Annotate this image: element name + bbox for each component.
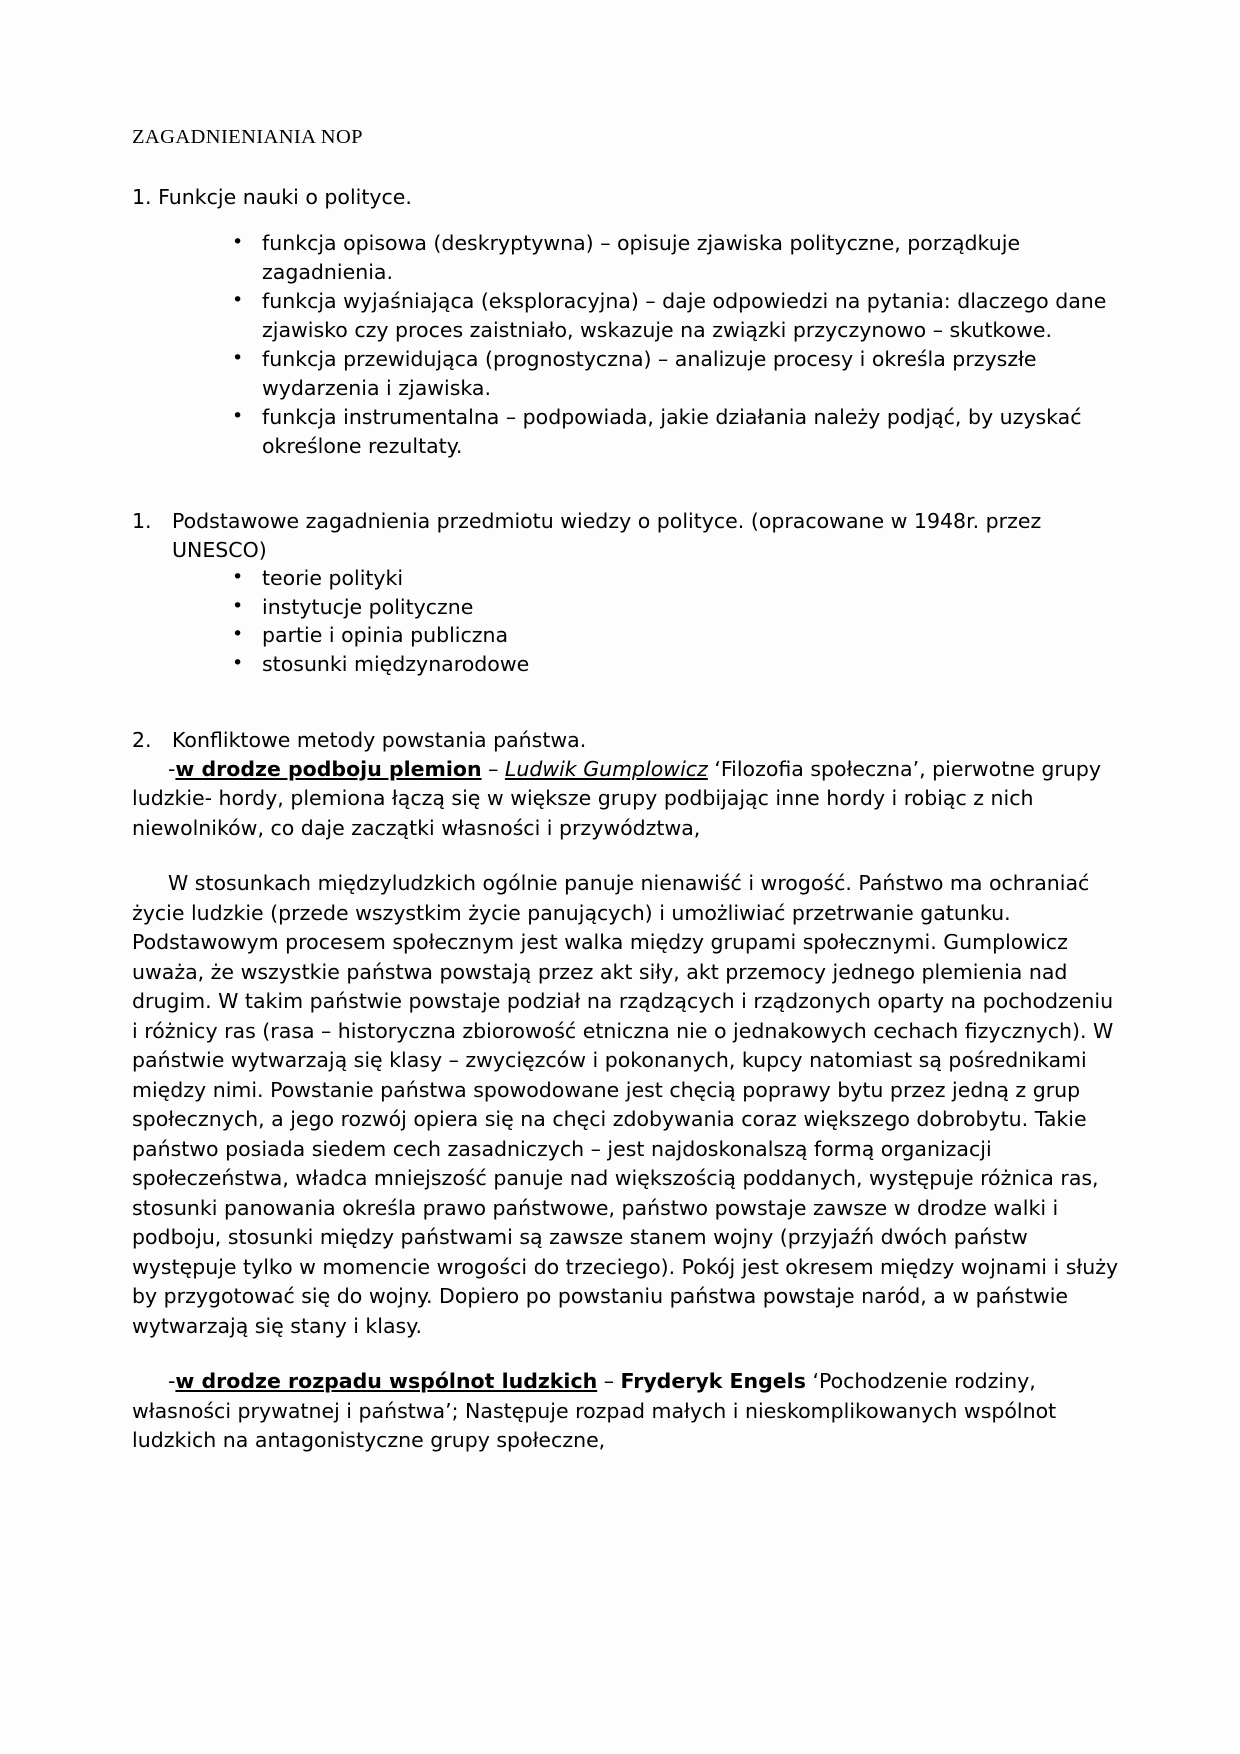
item-1-rest: ‘Filozofia społeczna’, pierwotne grupy ludzkie- hordy, plemiona łączą się w większe grupy podbijając inne hordy i robiąc z nich niewolników, co daje zaczątki własności i przywództwa, [132,756,1101,840]
item-2-rest: ‘Pochodzenie rodziny, własności prywatnej i państwa’; Następuje rozpad małych i nieskomplikowanych wspólnot ludzkich na antagonistyczne grupy społeczne, [132,1369,1057,1452]
section-3-item-2 [132,1367,1120,1456]
section-2-number: 1. [132,509,152,533]
spacer [132,1341,1120,1367]
list-item: • teorie polityki [132,564,1120,593]
spacer [132,678,1120,726]
section-2-bullet-list [132,564,1120,678]
list-item: • funkcja przewidująca (prognostyczna) – analizuje procesy i określa przyszłe wydarzenia i zjawiska. [132,345,1120,402]
section-3-number: 2. [132,728,152,752]
item-1-separator: – [481,756,505,781]
section-1-heading: 1. Funkcje nauki o polityce. [132,185,412,209]
section-2-heading-item [132,507,1120,564]
dash-marker: - [168,756,176,781]
section-2-block [132,507,1120,564]
section-3-heading: Konfliktowe metody powstania państwa. [172,728,587,752]
spacer [132,461,1120,507]
list-item: • instytucje polityczne [132,593,1120,622]
item-2-bold-underline: w drodze rozpadu wspólnot ludzkich [175,1369,598,1393]
list-item: • stosunki międzynarodowe [132,650,1120,679]
item-1-bold-underline: w drodze podboju plemion [175,756,482,781]
item-2-author-name: Fryderyk Engels [620,1369,806,1393]
item-2-separator: – [597,1369,621,1393]
item-1-author-name: Ludwik Gumplowicz [504,756,708,781]
section-1-bullet-list [132,229,1120,460]
section-3-item-1 [132,755,1120,844]
section-3-paragraph-1: W stosunkach międzyludzkich ogólnie panuje nienawiść i wrogość. Państwo ma ochraniać życie ludzkie (przede wszystkim życie panujących) i umożliwiać przetrwanie gatunku. Podstawowym procesem społecznym jest walka między grupami społecznymi. Gumplowicz uważa, że wszystkie państwa powstają przez akt siły, akt przemocy jednego plemienia nad drugim. W takim państwie powstaje podział na rządzących i rządzonych oparty na pochodzeniu i różnicy ras (rasa – historyczna zbiorowość etniczna nie o jednakowych cechach fizycznych). W państwie wytwarzają się klasy – zwycięzców i pokonanych, kupcy natomiast są pośrednikami między nimi. Powstanie państwa spowodowane jest chęcią poprawy bytu przez jedną z grup społecznych, a jego rozwój opiera się na chęci zdobywania coraz większego dobrobytu. Takie państwo posiada siedem cech zasadniczych – jest najdoskonalszą formą organizacji społeczeństwa, władca mniejszość panuje nad większością poddanych, występuje różnica ras, stosunki panowania określa prawo państwowe, państwo powstaje zawsze w drodze walki i podboju, stosunki między państwami są zawsze stanem wojny (przyjaźń dwóch państw występuje tylko w momencie wrogości do trzeciego). Pokój jest okresem między wojnami i służy by przygotować się do wojny. Dopiero po powstaniu państwa powstaje naród, a w państwie wytwarzają się stany i klasy. [132,871,1119,1338]
list-item: • partie i opinia publiczna [132,621,1120,650]
list-item: • funkcja opisowa (deskryptywna) – opisuje zjawiska polityczne, porządkuje zagadnienia. [132,229,1120,286]
list-item: • funkcja instrumentalna – podpowiada, jakie działania należy podjąć, by uzyskać określone rezultaty. [132,403,1120,460]
section-3-block [132,726,1120,755]
list-item: • funkcja wyjaśniająca (eksploracyjna) – daje odpowiedzi na pytania: dlaczego dane zjawisko czy proces zaistniało, wskazuje na związki przyczynowo – skutkowe. [132,287,1120,344]
dash-marker-2: - [168,1369,176,1393]
spacer [132,843,1120,869]
section-2-heading: Podstawowe zagadnienia przedmiotu wiedzy o polityce. (opracowane w 1948r. przez UNESCO) [172,509,1042,562]
section-3-heading-item [132,726,1120,755]
page-title: ZAGADNIENIANIA NOP [132,126,363,148]
